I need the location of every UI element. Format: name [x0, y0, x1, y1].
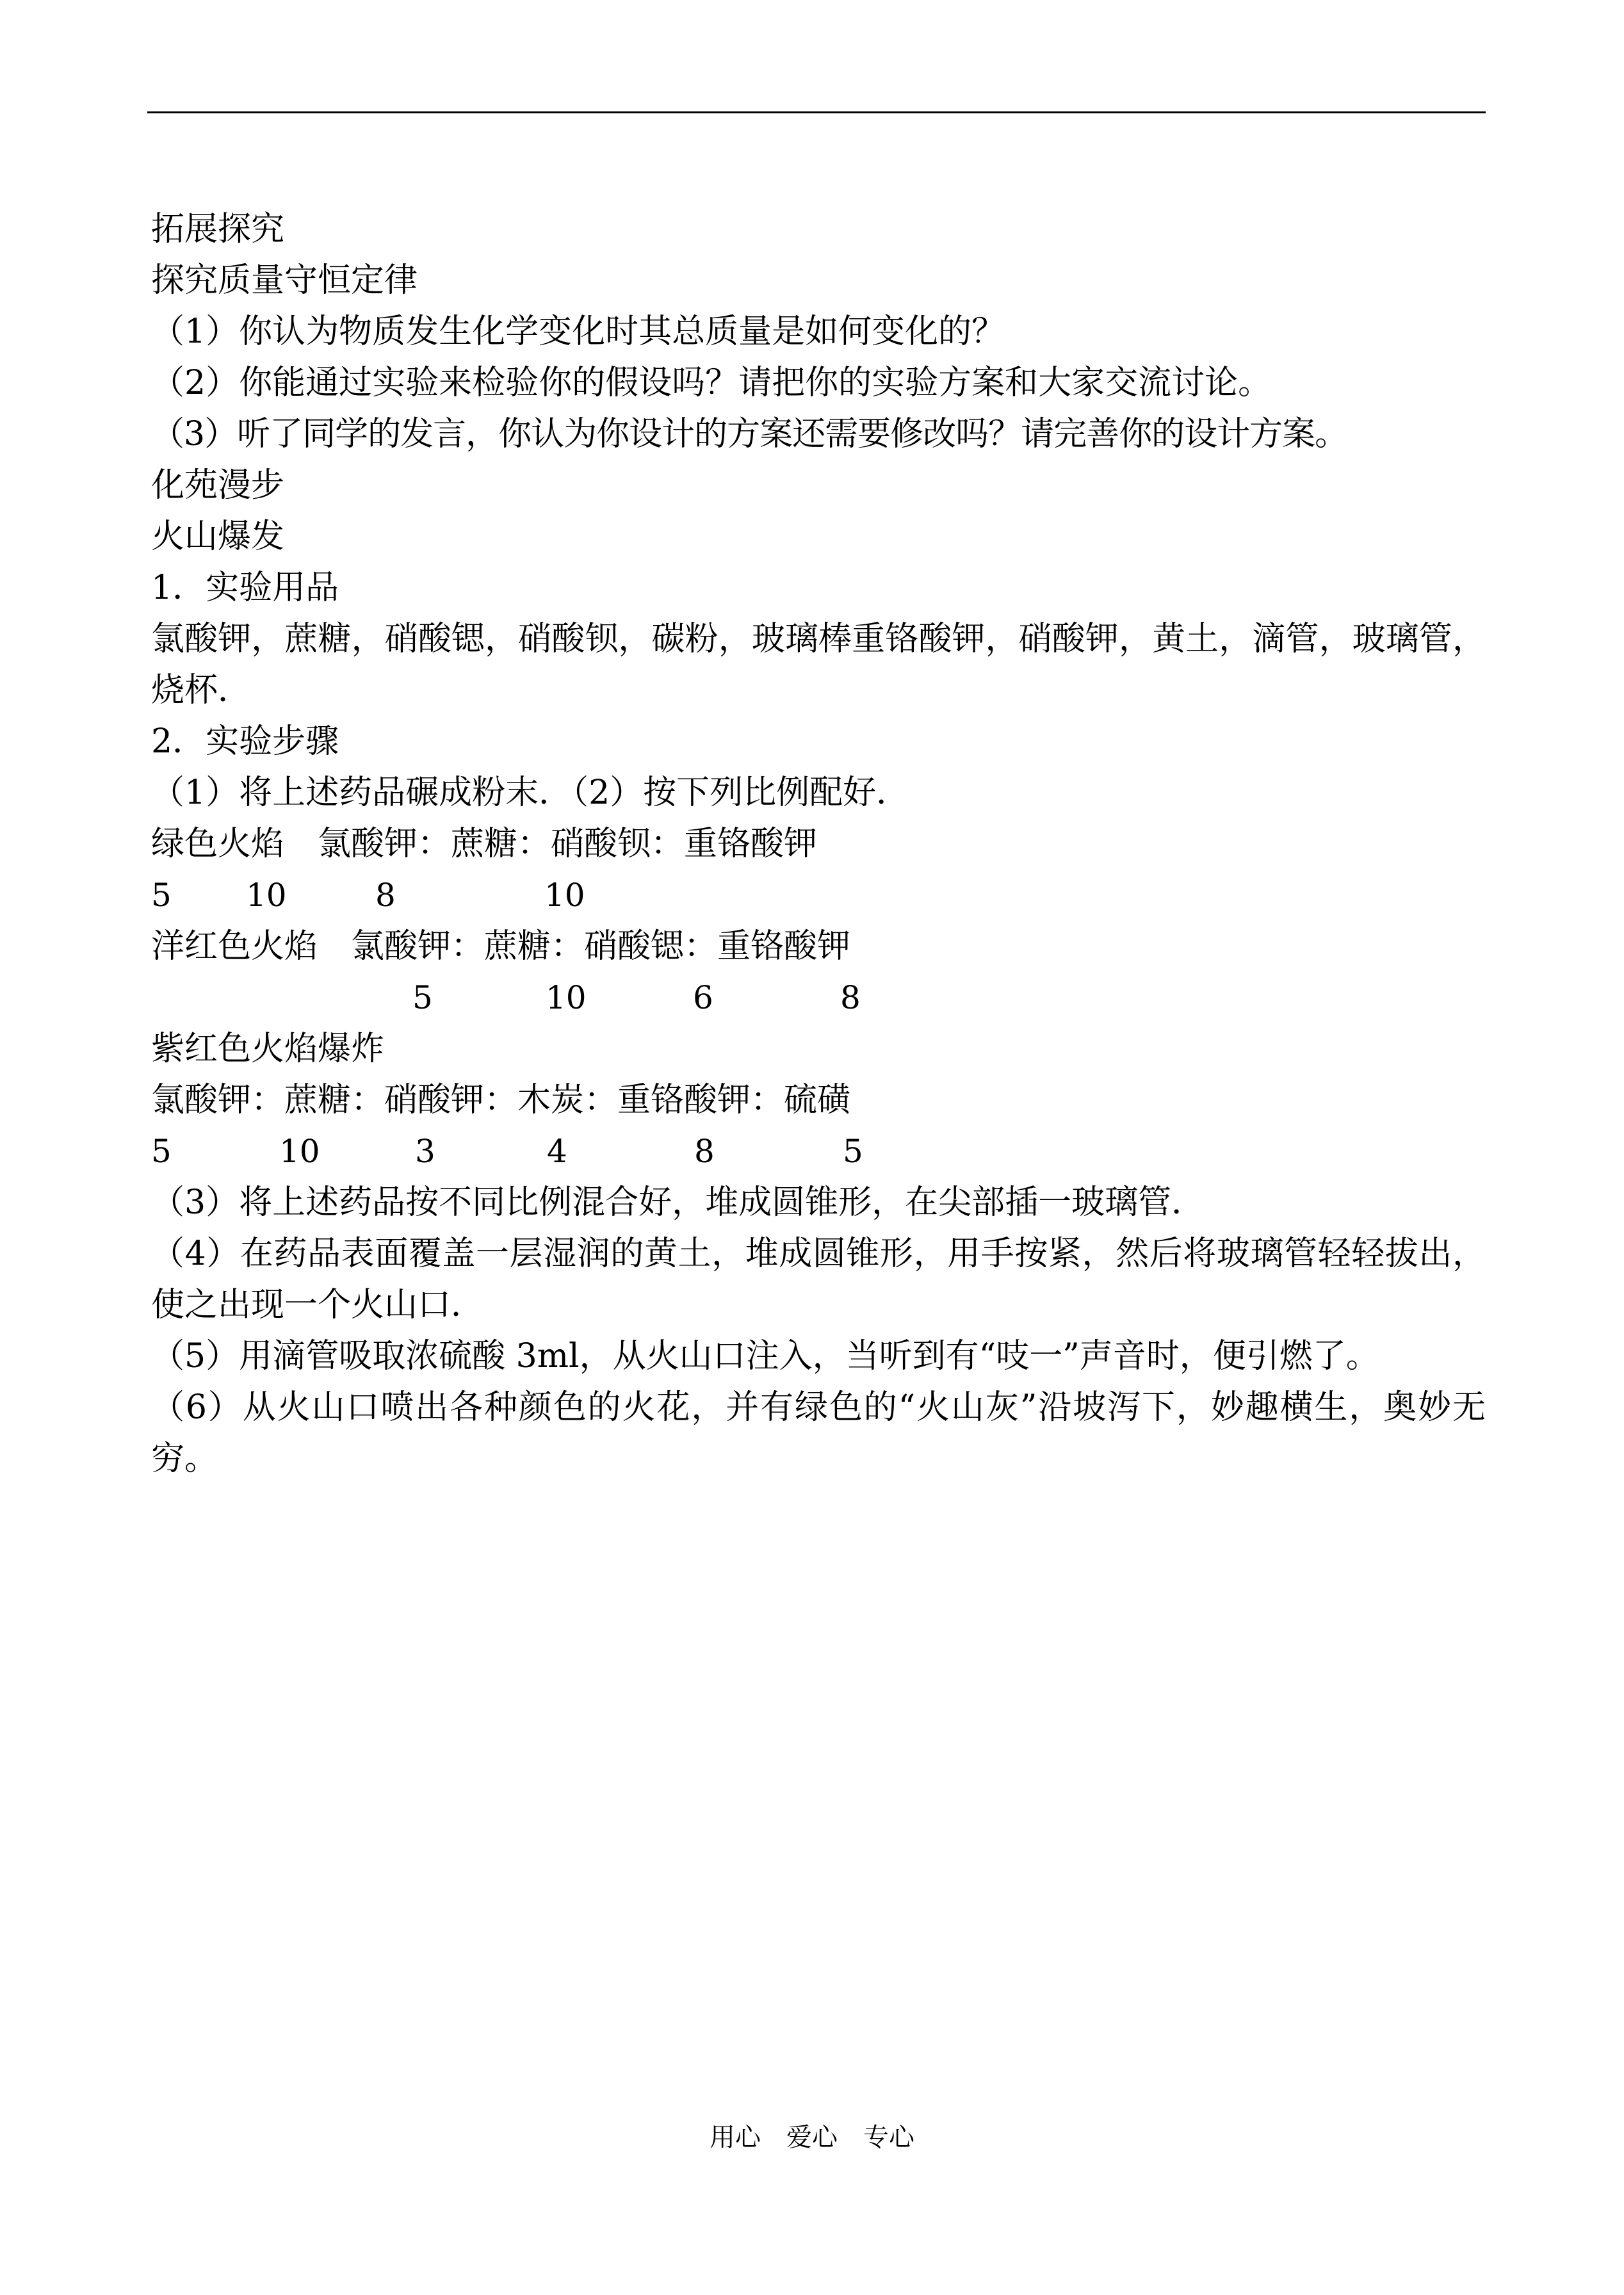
ratio-value: 8	[375, 877, 396, 914]
ratio-value: 8	[840, 979, 861, 1016]
heading-mass-conservation: 探究质量守恒定律	[151, 261, 418, 300]
purple-flame-ratios	[151, 1126, 1486, 1177]
ratio-value: 5	[151, 1133, 172, 1170]
document-body	[151, 204, 1486, 1484]
heading-chem-garden: 化苑漫步	[151, 466, 285, 505]
step-1-2: （1）将上述药品碾成粉末．（2）按下列比例配好．	[151, 774, 910, 812]
header-rule	[147, 111, 1486, 113]
ratio-value: 10	[546, 979, 587, 1016]
ratio-value: 5	[412, 979, 433, 1016]
green-flame-ratios	[151, 870, 1486, 921]
ratio-value: 5	[843, 1133, 863, 1170]
crimson-flame-ratios	[151, 972, 1486, 1023]
ratio-value: 10	[279, 1133, 320, 1170]
step-6: （6）从火山口喷出各种颜色的火花，并有绿色的“火山灰”沿坡泻下，妙趣横生，奥妙无穷。	[151, 1388, 1486, 1478]
crimson-flame-formula: 洋红色火焰 氯酸钾：蔗糖：硝酸锶：重铬酸钾	[151, 927, 851, 966]
step-5: （5）用滴管吸取浓硫酸 3ml，从火山口注入，当听到有“吱一”声音时，便引燃了。	[151, 1337, 1379, 1375]
ratio-value: 10	[544, 877, 585, 914]
ratio-value: 6	[693, 979, 713, 1016]
step-4: （4）在药品表面覆盖一层湿润的黄土，堆成圆锥形，用手按紧，然后将玻璃管轻轻拔出，使之出现一个火山口．	[151, 1235, 1486, 1324]
heading-extension: 拓展探究	[151, 210, 285, 248]
ratio-value: 5	[151, 877, 172, 914]
question-2: （2）你能通过实验来检验你的假设吗？请把你的实验方案和大家交流讨论。	[151, 364, 1272, 402]
purple-flame-title: 紫红色火焰爆炸	[151, 1030, 385, 1068]
section-steps-title: 2．实验步骤	[151, 722, 339, 761]
page-footer: 用心 爱心 专心	[710, 2123, 914, 2152]
ratio-value: 8	[694, 1133, 715, 1170]
ratio-value: 3	[415, 1133, 435, 1170]
ratio-value: 4	[547, 1133, 567, 1170]
purple-flame-formula: 氯酸钾：蔗糖：硝酸钾：木炭：重铬酸钾：硫磺	[151, 1081, 851, 1119]
step-3: （3）将上述药品按不同比例混合好，堆成圆锥形，在尖部插一玻璃管．	[151, 1183, 1205, 1222]
question-1: （1）你认为物质发生化学变化时其总质量是如何变化的？	[151, 312, 1005, 351]
heading-volcano: 火山爆发	[151, 517, 285, 556]
green-flame-formula: 绿色火焰 氯酸钾：蔗糖：硝酸钡：重铬酸钾	[151, 825, 818, 863]
materials-list: 氯酸钾，蔗糖，硝酸锶，硝酸钡，碳粉，玻璃棒重铬酸钾，硝酸钾，黄土，滴管，玻璃管，烧杯．	[151, 620, 1486, 710]
ratio-value: 10	[246, 877, 287, 914]
question-3: （3）听了同学的发言，你认为你设计的方案还需要修改吗？请完善你的设计方案。	[151, 415, 1348, 453]
section-materials-title: 1．实验用品	[151, 569, 339, 607]
